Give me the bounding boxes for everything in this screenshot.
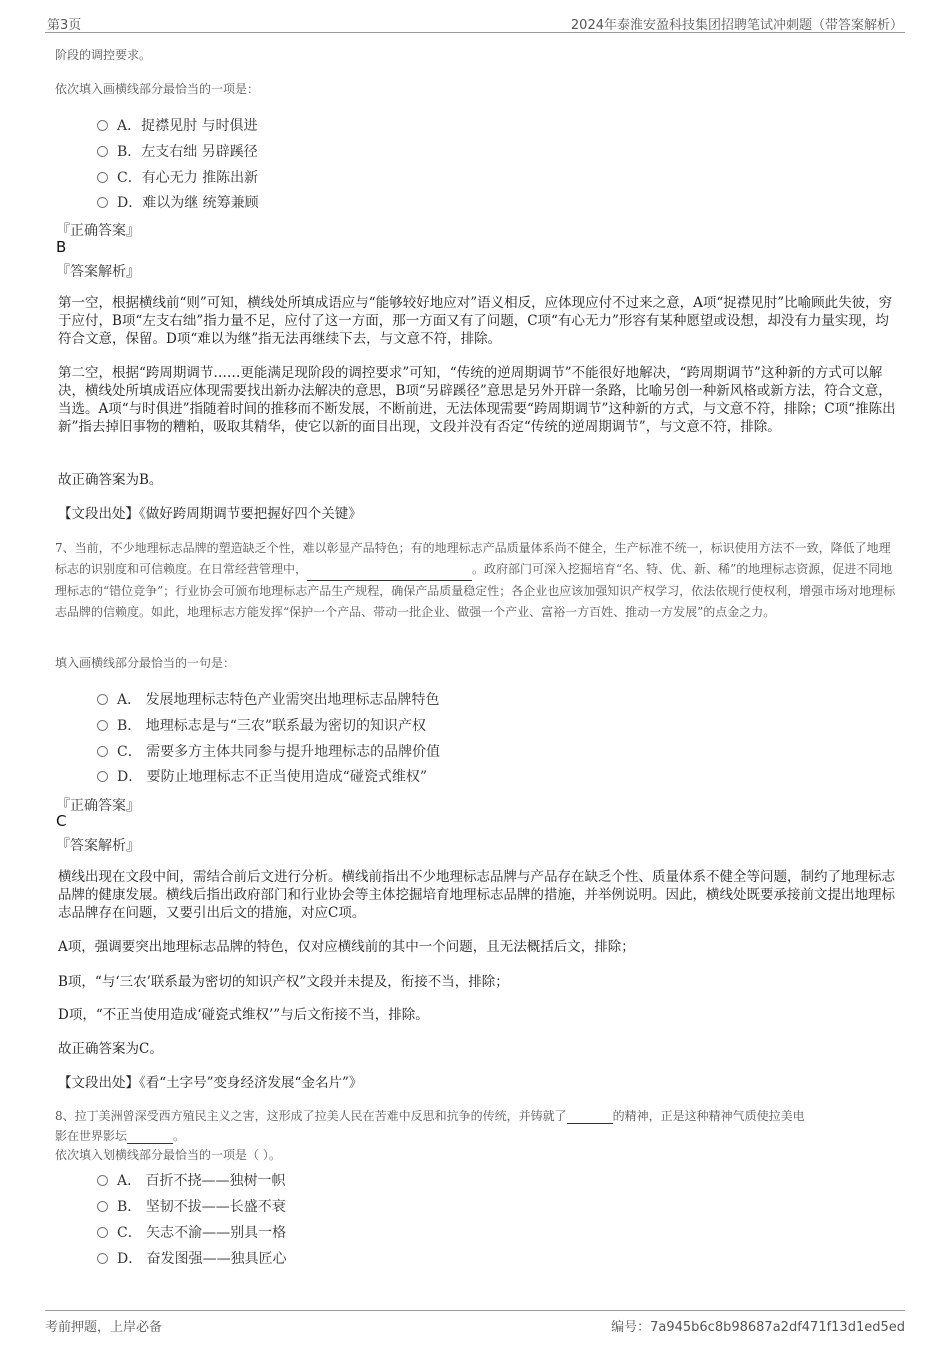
analysis-label: 『答案解析』: [56, 264, 140, 280]
source-citation: 【文段出处】《看“土字号”变身经济发展“金名片”》: [58, 1075, 363, 1091]
option-b[interactable]: B．左支右绌 另辟蹊径: [97, 141, 258, 161]
radio-icon[interactable]: [97, 1201, 108, 1212]
analysis-paragraph: 第一空，根据横线前“则”可知，横线处所填成语应与“能够较好地应对”语义相反，应体现应付不过来之意，A项“捉襟见肘”比喻顾此失彼，穷于应付，B项“左支右绌”指力量不足，应付了这一方面，那一方面又有了问题，C项“有心无力”形容有某种愿望或设想，却没有力量实现，均符合文意，保留。D项“难以为继”指无法再继续下去，与文意不符，排除。: [58, 295, 893, 347]
correct-answer: B: [56, 238, 67, 256]
analysis-label: 『答案解析』: [56, 838, 140, 854]
fill-blank: [567, 1109, 613, 1124]
option-a[interactable]: A． 发展地理标志特色产业需突出地理标志品牌特色: [97, 689, 440, 709]
page-footer: [45, 1310, 905, 1335]
option-d[interactable]: D．难以为继 统筹兼顾: [97, 192, 259, 212]
analysis-conclusion: 故正确答案为C。: [58, 1041, 163, 1057]
footer-slogan: 考前押题，上岸必备: [45, 1320, 163, 1335]
answer-label: 『正确答案』: [56, 798, 140, 814]
question-prompt: 依次填入划横线部分最恰当的一项是（ ）。: [55, 1148, 281, 1162]
analysis-paragraph: A项，强调要突出地理标志品牌的特色，仅对应横线前的其中一个问题，且无法概括后文，排除；: [58, 939, 635, 955]
radio-icon[interactable]: [97, 746, 108, 757]
source-citation: 【文段出处】《做好跨周期调节要把握好四个关键》: [58, 506, 362, 522]
page-number: 第3页: [47, 18, 82, 33]
question-prompt: 依次填入画横线部分最恰当的一项是：: [55, 82, 260, 96]
option-c[interactable]: C． 矢志不渝——别具一格: [97, 1222, 286, 1242]
question-stem: 8、拉丁美洲曾深受西方殖民主义之害，这形成了拉美人民在苦难中反思和抗争的传统，并铸就了 的精神，正是这种精神气质使拉美电: [55, 1109, 805, 1123]
option-c[interactable]: C． 需要多方主体共同参与提升地理标志的品牌价值: [97, 741, 440, 761]
analysis-paragraph: 第二空，根据“跨周期调节……更能满足现阶段的调控要求”可知，“传统的逆周期调节”不能很好地解决，“跨周期调节”这种新的方式可以解决，横线处所填成语应体现需要找出新办法解决的意思，B项“另辟蹊径”意思是另外开辟一条路，比喻另创一种新风格或新方法，符合文意，当选。A项“与时俱进”指随着时间的推移而不断发展，不断前进，无法体现需要“跨周期调节”这种新的方式，与文意不符，排除；C项“推陈出新”指去掉旧事物的糟粕，吸取其精华，使它以新的面目出现，文段并没有否定“传统的逆周期调节”，与文意不符，排除。: [58, 365, 896, 435]
question-prompt: 填入画横线部分最恰当的一句是：: [55, 656, 236, 670]
radio-icon[interactable]: [97, 694, 108, 705]
option-a[interactable]: A．捉襟见肘 与时俱进: [97, 115, 258, 135]
radio-icon[interactable]: [97, 146, 108, 157]
analysis-conclusion: 故正确答案为B。: [58, 472, 163, 488]
fill-blank: [127, 1129, 173, 1144]
option-d[interactable]: D． 要防止地理标志不正当使用造成“碰瓷式维权”: [97, 766, 427, 786]
radio-icon[interactable]: [97, 120, 108, 131]
option-c[interactable]: C．有心无力 推陈出新: [97, 167, 258, 187]
radio-icon[interactable]: [97, 771, 108, 782]
analysis-paragraph: D项，“不正当使用造成‘碰瓷式维权’”与后文衔接不当，排除。: [58, 1007, 429, 1023]
fill-blank: [307, 559, 472, 581]
radio-icon[interactable]: [97, 172, 108, 183]
option-a[interactable]: A． 百折不挠——独树一帜: [97, 1170, 286, 1190]
radio-icon[interactable]: [97, 1175, 108, 1186]
analysis-paragraph: B项，“与‘三农’联系最为密切的知识产权”文段并未提及，衔接不当，排除；: [58, 974, 509, 990]
radio-icon[interactable]: [97, 1253, 108, 1264]
option-b[interactable]: B． 地理标志是与“三农”联系最为密切的知识产权: [97, 715, 426, 735]
page-header: [45, 12, 905, 33]
radio-icon[interactable]: [97, 197, 108, 208]
analysis-paragraph: 横线出现在文段中间，需结合前后文进行分析。横线前指出不少地理标志品牌与产品存在缺乏个性、质量体系不健全等问题，制约了地理标志品牌的健康发展。横线后指出政府部门和行业协会等主体挖掘培育地理标志品牌的措施，并举例说明。因此，横线处既要承接前文提出地理标志品牌存在问题，又要引出后文的措施，对应C项。: [58, 869, 895, 921]
document-title: 2024年泰淮安盈科技集团招聘笔试冲刺题（带答案解析）: [570, 18, 903, 33]
radio-icon[interactable]: [97, 720, 108, 731]
question-stem: 7、当前，不少地理标志品牌的塑造缺乏个性，难以彰显产品特色；有的地理标志产品质量体系尚不健全，生产标准不统一，标识使用方法不一致，降低了地理标志的识别度和可信赖度。在日常经营管理中， 。政府部门可深入挖掘培育“名、特、优、新、稀”的地理标志资源，促进不同地理标志的“错位竞争”；行业协会可颁布地理标志产品生产规程，确保产品质量稳定性；各企业也应该加强知识产权学习，依法依规行使权利，增强市场对地理标志品牌的信赖度。如此，地理标志方能发挥“保护一个产品、带动一批企业、做强一个产业、富裕一方百姓、推动一方发展”的点金之力。: [55, 541, 896, 619]
question-stem-cont: 影在世界影坛 。: [55, 1129, 186, 1143]
option-d[interactable]: D． 奋发图强——独具匠心: [97, 1248, 287, 1268]
document-id: 编号：7a945b6c8b98687a2df471f13d1ed5ed: [611, 1320, 905, 1335]
option-b[interactable]: B． 坚韧不拔——长盛不衰: [97, 1196, 286, 1216]
answer-label: 『正确答案』: [56, 223, 140, 239]
continued-text: 阶段的调控要求。: [55, 48, 152, 62]
correct-answer: C: [56, 812, 67, 830]
radio-icon[interactable]: [97, 1227, 108, 1238]
